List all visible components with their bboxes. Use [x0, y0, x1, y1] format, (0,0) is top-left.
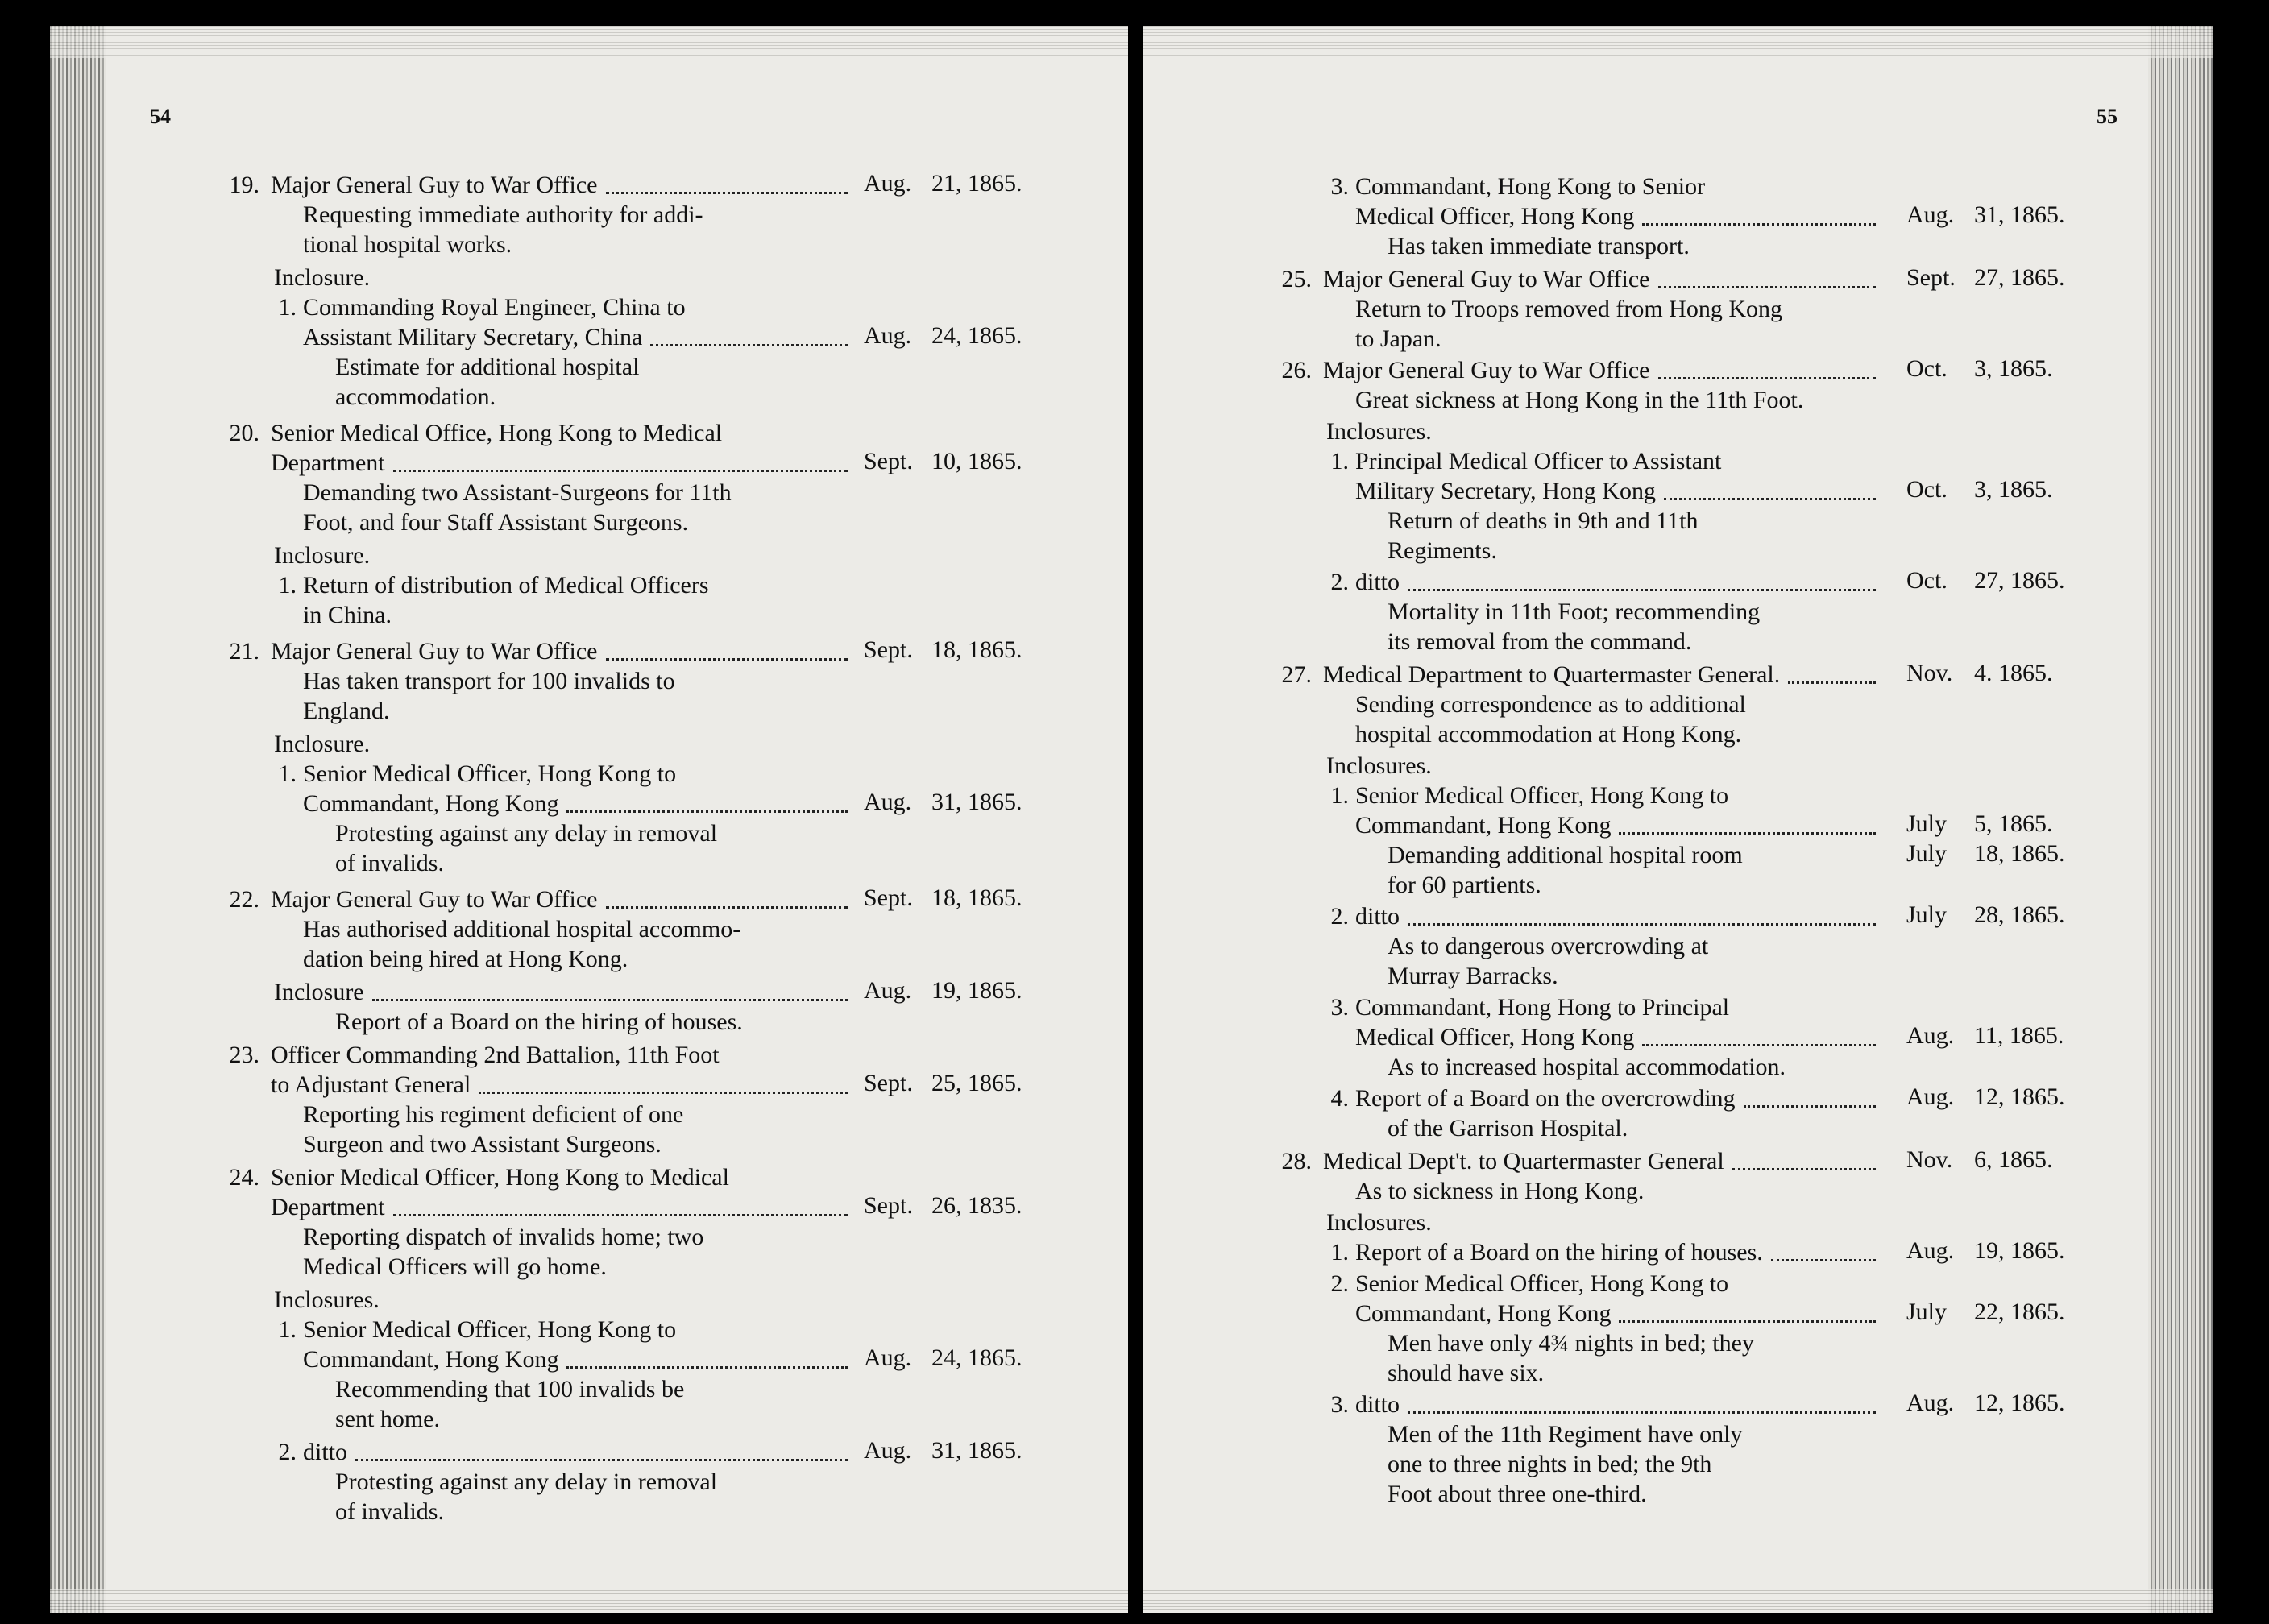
inclosure-description-line: of the Garrison Hospital.	[1388, 1115, 1628, 1141]
entry-title-line: Medical Department to Quartermaster General.	[1323, 661, 1781, 688]
entry-description-line: Great sickness at Hong Kong in the 11th Foot.	[1355, 387, 1804, 413]
entry-description-line: Demanding two Assistant-Surgeons for 11th	[303, 479, 732, 506]
date-month: Sept.	[1906, 264, 1956, 291]
entry-title-line: Major General Guy to War Office	[1323, 357, 1650, 383]
inclosure-title-line: Commandant, Hong Kong	[1355, 1300, 1612, 1327]
inclosure-description-line: Demanding additional hospital room	[1388, 842, 1743, 868]
leader-dots	[1732, 1168, 1876, 1170]
entry-date	[1906, 659, 2053, 688]
inclosure-description-line: one to three nights in bed; the 9th	[1388, 1451, 1712, 1477]
inclosure-title-line: Medical Officer, Hong Kong	[1355, 203, 1635, 230]
left-page	[50, 26, 1128, 1613]
inclosure-heading: Inclosures.	[1326, 1209, 1432, 1236]
date-month: July	[1906, 840, 1948, 867]
inclosure-title-line: Commandant, Hong Hong to Principal	[1355, 994, 1730, 1021]
inclosure-description-line: Mortality in 11th Foot; recommending	[1388, 599, 1761, 625]
date-month: July	[1906, 810, 1948, 837]
date-month: July	[1906, 1299, 1948, 1325]
entry-date	[1906, 1021, 2064, 1050]
date-day-year: 31, 1865.	[931, 1437, 1023, 1464]
entry-description-line: hospital accommodation at Hong Kong.	[1355, 721, 1742, 748]
leader-dots	[479, 1092, 848, 1094]
entry-title-line: Major General Guy to War Office	[271, 886, 598, 913]
entry-date	[864, 976, 1023, 1005]
inclosure-title-line: Return of distribution of Medical Officers	[303, 572, 709, 599]
page-edge-right	[2148, 26, 2213, 1613]
entry-title-line: Senior Medical Office, Hong Kong to Medical	[271, 420, 723, 446]
entry-title-line: Major General Guy to War Office	[271, 638, 598, 665]
inclosure-title-line: in China.	[303, 602, 392, 628]
inclosure-number: 3.	[1330, 1391, 1349, 1418]
date-month: Aug.	[1906, 1022, 1955, 1049]
date-day-year: 31, 1865.	[931, 789, 1023, 815]
entry-description-line: Has authorised additional hospital accommo-	[303, 916, 741, 942]
inclosure-number: 1.	[1330, 782, 1349, 809]
inclosure-heading: Inclosures.	[1326, 752, 1432, 779]
entry-number: 25.	[1281, 266, 1312, 292]
inclosure-title-line: Commandant, Hong Kong	[303, 1346, 559, 1373]
inclosure-description-line: Recommending that 100 invalids be	[335, 1376, 685, 1402]
leader-dots	[606, 192, 848, 194]
entry-date	[1906, 1237, 2065, 1266]
entry-title-line: Senior Medical Officer, Hong Kong to Medical	[271, 1164, 729, 1191]
date-day-year: 6, 1865.	[1974, 1146, 2053, 1173]
leader-dots	[1408, 1411, 1876, 1414]
leader-dots	[355, 1459, 848, 1461]
date-month: Sept.	[864, 1070, 913, 1096]
entry-date	[1906, 1389, 2065, 1418]
date-day-year: 3, 1865.	[1974, 355, 2053, 382]
inclosure-description-line: Has taken immediate transport.	[1388, 233, 1690, 259]
date-day-year: 27, 1865.	[1974, 264, 2065, 291]
entry-description-line: As to sickness in Hong Kong.	[1355, 1178, 1645, 1204]
entry-description-line: tional hospital works.	[303, 231, 512, 258]
leader-dots	[1619, 1320, 1876, 1323]
leader-dots	[1658, 377, 1876, 379]
inclosure-description-line: Regiments.	[1388, 537, 1497, 564]
leader-dots	[1788, 682, 1876, 684]
inclosure-heading: Inclosure.	[274, 731, 371, 757]
inclosure-title-line: Commandant, Hong Kong	[1355, 812, 1612, 839]
leader-dots	[393, 1214, 848, 1216]
inclosure-title-line: ditto	[1355, 569, 1400, 595]
entry-date	[864, 1069, 1023, 1098]
page-edge-bottom	[1143, 1589, 2213, 1613]
inclosure-heading: Inclosure.	[274, 542, 371, 569]
entry-title-line: to Adjustant General	[271, 1071, 471, 1098]
date-day-year: 5, 1865.	[1974, 810, 2053, 837]
inclosure-number: 1.	[278, 760, 297, 787]
date-month: Aug.	[864, 977, 912, 1004]
entry-number: 22.	[229, 886, 259, 913]
entry-date	[1906, 1083, 2065, 1112]
entry-date	[864, 447, 1023, 476]
inclosure-title-line: ditto	[1355, 1391, 1400, 1418]
page-edge-top	[50, 26, 1128, 58]
date-day-year: 28, 1865.	[1974, 901, 2065, 928]
inclosure-description-line: accommodation.	[335, 383, 496, 410]
leader-dots	[1664, 498, 1876, 500]
inclosure-title-line: Report of a Board on the hiring of houses.	[1355, 1239, 1763, 1266]
inclosure-description-line: should have six.	[1388, 1360, 1545, 1386]
date-month: Aug.	[864, 1437, 912, 1464]
leader-dots	[1744, 1105, 1876, 1108]
leader-dots	[393, 470, 848, 472]
date-day-year: 4. 1865.	[1974, 660, 2053, 686]
inclosure-number: 2.	[1330, 569, 1349, 595]
entry-date	[864, 884, 1023, 913]
entry-date	[1906, 839, 2065, 868]
entry-description-line: Reporting dispatch of invalids home; two	[303, 1224, 704, 1250]
inclosure-number: 3.	[1330, 994, 1349, 1021]
inclosure-number: 2.	[1330, 903, 1349, 930]
inclosure-number: 1.	[1330, 448, 1349, 474]
inclosure-description-line: Foot about three one-third.	[1388, 1481, 1647, 1507]
entry-date	[864, 1191, 1023, 1220]
date-month: Nov.	[1906, 1146, 1953, 1173]
inclosure-description-line: Men of the 11th Regiment have only	[1388, 1421, 1743, 1448]
entry-number: 19.	[229, 172, 259, 198]
date-day-year: 18, 1865.	[931, 636, 1023, 663]
date-month: Aug.	[1906, 201, 1955, 228]
entry-date	[864, 1344, 1023, 1373]
date-day-year: 19, 1865.	[931, 977, 1023, 1004]
inclosure-number: 3.	[1330, 173, 1349, 200]
entry-date	[1906, 566, 2065, 595]
date-day-year: 22, 1865.	[1974, 1299, 2065, 1325]
leader-dots	[566, 1366, 848, 1369]
leader-dots	[650, 344, 848, 346]
leader-dots	[1408, 923, 1876, 926]
leader-dots	[1619, 832, 1876, 835]
inclosure-title-line: Senior Medical Officer, Hong Kong to	[1355, 1270, 1729, 1297]
date-day-year: 27, 1865.	[1974, 567, 2065, 594]
leader-dots	[606, 658, 848, 661]
inclosure-heading: Inclosures.	[274, 1286, 380, 1313]
entry-number: 23.	[229, 1042, 259, 1068]
inclosure-description-line: its removal from the command.	[1388, 628, 1692, 655]
entry-date	[1906, 901, 2065, 930]
inclosure-title-line: Commandant, Hong Kong	[303, 790, 559, 817]
date-day-year: 24, 1865.	[931, 1344, 1023, 1371]
inclosure-description-line: of invalids.	[335, 850, 444, 876]
entry-title-line: Officer Commanding 2nd Battalion, 11th Foot	[271, 1042, 720, 1068]
date-month: Aug.	[864, 1344, 912, 1371]
entry-number: 28.	[1281, 1148, 1312, 1174]
entry-date	[1906, 1146, 2053, 1174]
inclosure-title-line: ditto	[303, 1439, 348, 1465]
entry-description-line: dation being hired at Hong Kong.	[303, 946, 628, 972]
entry-date	[864, 788, 1023, 817]
inclosure-description-line: for 60 partients.	[1388, 872, 1541, 898]
date-month: Sept.	[864, 448, 913, 474]
entry-date	[864, 1436, 1023, 1465]
inclosure-description-line: Protesting against any delay in removal	[335, 1469, 718, 1495]
inclosure-number: 2.	[278, 1439, 297, 1465]
inclosure-description-line: Estimate for additional hospital	[335, 354, 640, 380]
date-day-year: 18, 1865.	[1974, 840, 2065, 867]
date-day-year: 10, 1865.	[931, 448, 1023, 474]
entry-description-line: Sending correspondence as to additional	[1355, 691, 1746, 718]
inclosure-title-line: ditto	[1355, 903, 1400, 930]
date-day-year: 12, 1865.	[1974, 1390, 2065, 1416]
entry-title-line: Major General Guy to War Office	[271, 172, 598, 198]
inclosure-title-line: Report of a Board on the overcrowding	[1355, 1085, 1736, 1112]
inclosure-description-line: sent home.	[335, 1406, 440, 1432]
inclosure-heading: Inclosure	[274, 979, 364, 1005]
entry-number: 26.	[1281, 357, 1312, 383]
entry-description-line: Medical Officers will go home.	[303, 1253, 607, 1280]
inclosure-description-line: Men have only 4¾ nights in bed; they	[1388, 1330, 1754, 1357]
entry-date	[864, 169, 1023, 198]
date-month: Sept.	[864, 636, 913, 663]
inclosure-number: 1.	[278, 294, 297, 321]
page-edge-top	[1143, 26, 2213, 58]
date-day-year: 3, 1865.	[1974, 476, 2053, 503]
leader-dots	[1642, 1044, 1876, 1046]
inclosure-description-line: As to increased hospital accommodation.	[1388, 1054, 1786, 1080]
entry-title-line: Medical Dept't. to Quartermaster General	[1323, 1148, 1724, 1174]
page-edge-bottom	[50, 1589, 1128, 1613]
inclosure-description-line: As to dangerous overcrowding at	[1388, 933, 1709, 959]
entry-number: 20.	[229, 420, 259, 446]
leader-dots	[1658, 286, 1876, 288]
date-month: Aug.	[864, 170, 912, 197]
entry-number: 21.	[229, 638, 259, 665]
inclosure-number: 2.	[1330, 1270, 1349, 1297]
page-number: 54	[150, 105, 171, 128]
date-month: Nov.	[1906, 660, 1953, 686]
date-day-year: 21, 1865.	[931, 170, 1023, 197]
entry-date	[1906, 1298, 2065, 1327]
inclosure-description-line: Protesting against any delay in removal	[335, 820, 718, 847]
leader-dots	[1771, 1259, 1876, 1262]
page-edge-left	[50, 26, 106, 1613]
inclosure-title-line: Assistant Military Secretary, China	[303, 324, 643, 350]
inclosure-title-line: Military Secretary, Hong Kong	[1355, 478, 1656, 504]
date-day-year: 24, 1865.	[931, 322, 1023, 349]
inclosure-number: 1.	[1330, 1239, 1349, 1266]
entry-description-line: Reporting his regiment deficient of one	[303, 1101, 684, 1128]
date-month: Sept.	[864, 884, 913, 911]
inclosure-title-line: Principal Medical Officer to Assistant	[1355, 448, 1722, 474]
date-month: Sept.	[864, 1192, 913, 1219]
inclosure-number: 1.	[278, 1316, 297, 1343]
inclosure-title-line: Commandant, Hong Kong to Senior	[1355, 173, 1706, 200]
inclosure-description-line: Murray Barracks.	[1388, 963, 1558, 989]
date-month: Aug.	[1906, 1237, 1955, 1264]
date-day-year: 31, 1865.	[1974, 201, 2065, 228]
inclosure-description-line: Return of deaths in 9th and 11th	[1388, 508, 1699, 534]
entry-number: 24.	[229, 1164, 259, 1191]
entry-date	[1906, 475, 2053, 504]
inclosure-number: 1.	[278, 572, 297, 599]
leader-dots	[566, 810, 848, 813]
leader-dots	[372, 999, 848, 1001]
date-month: Aug.	[1906, 1390, 1955, 1416]
inclosure-title-line: Senior Medical Officer, Hong Kong to	[303, 1316, 677, 1343]
entry-date	[1906, 810, 2053, 839]
date-month: Aug.	[1906, 1083, 1955, 1110]
date-day-year: 12, 1865.	[1974, 1083, 2065, 1110]
entry-description-line: Has taken transport for 100 invalids to	[303, 668, 675, 694]
inclosure-title-line: Senior Medical Officer, Hong Kong to	[303, 760, 677, 787]
entry-date	[1906, 354, 2053, 383]
entry-description-line: to Japan.	[1355, 325, 1441, 352]
entry-title-line: Department	[271, 450, 385, 476]
date-month: Aug.	[864, 322, 912, 349]
date-month: Oct.	[1906, 567, 1948, 594]
date-day-year: 19, 1865.	[1974, 1237, 2065, 1264]
inclosure-number: 4.	[1330, 1085, 1349, 1112]
entry-date	[1906, 201, 2065, 230]
leader-dots	[1642, 223, 1876, 226]
entry-description-line: Requesting immediate authority for addi-	[303, 201, 703, 228]
entry-description-line: Foot, and four Staff Assistant Surgeons.	[303, 509, 689, 536]
date-month: Oct.	[1906, 476, 1948, 503]
entry-description-line: Return to Troops removed from Hong Kong	[1355, 296, 1782, 322]
entry-date	[1906, 263, 2065, 292]
date-month: Oct.	[1906, 355, 1948, 382]
inclosure-title-line: Medical Officer, Hong Kong	[1355, 1024, 1635, 1050]
inclosure-heading: Inclosures.	[1326, 418, 1432, 445]
entry-description-line: Surgeon and two Assistant Surgeons.	[303, 1131, 662, 1158]
date-day-year: 26, 1835.	[931, 1192, 1023, 1219]
date-day-year: 18, 1865.	[931, 884, 1023, 911]
inclosure-title-line: Commanding Royal Engineer, China to	[303, 294, 686, 321]
inclosure-title-line: Senior Medical Officer, Hong Kong to	[1355, 782, 1729, 809]
entry-title-line: Department	[271, 1194, 385, 1220]
date-month: July	[1906, 901, 1948, 928]
inclosure-heading: Inclosure.	[274, 264, 371, 291]
leader-dots	[606, 906, 848, 909]
right-page	[1143, 26, 2213, 1613]
entry-date	[864, 636, 1023, 665]
inclosure-description-line: of invalids.	[335, 1498, 444, 1525]
entry-date	[864, 321, 1023, 350]
entry-number: 27.	[1281, 661, 1312, 688]
page-number: 55	[2097, 105, 2118, 128]
leader-dots	[1408, 589, 1876, 591]
date-day-year: 11, 1865.	[1974, 1022, 2064, 1049]
entry-description-line: England.	[303, 698, 390, 724]
inclosure-description-line: Report of a Board on the hiring of houses.	[335, 1009, 743, 1035]
date-day-year: 25, 1865.	[931, 1070, 1023, 1096]
entry-title-line: Major General Guy to War Office	[1323, 266, 1650, 292]
date-month: Aug.	[864, 789, 912, 815]
